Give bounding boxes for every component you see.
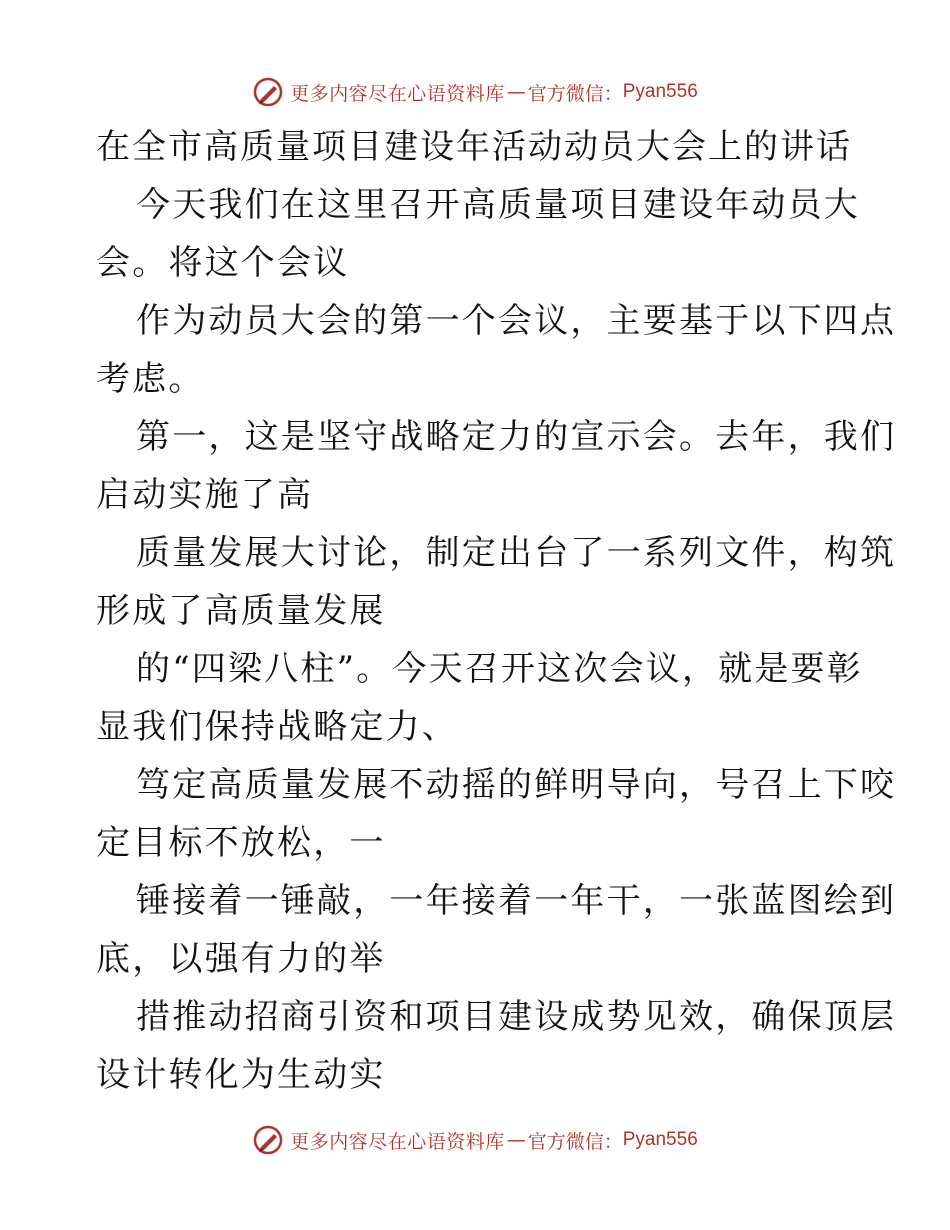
header-watermark [0, 72, 950, 112]
footer-watermark [0, 1120, 950, 1160]
text-line: 考虑。 [96, 359, 205, 399]
text-line: 会。将这个会议 [96, 243, 350, 283]
text-line: 第一，这是坚守战略定力的宣示会。去年，我们 [136, 417, 897, 457]
document-title: 在全市高质量项目建设年活动动员大会上的讲话 [96, 127, 852, 167]
document-body [96, 118, 897, 1104]
header-wechat-label: 官方微信： [527, 82, 623, 105]
header-brand-text: 更多内容尽在心语资料库 [290, 82, 505, 105]
text-line: 今天我们在这里召开高质量项目建设年动员大 [136, 185, 860, 225]
text-line: 启动实施了高 [96, 475, 314, 515]
pen-logo-icon [252, 1124, 284, 1156]
text-line: 作为动员大会的第一个会议，主要基于以下四点 [136, 301, 897, 341]
footer-wechat-label: 官方微信： [527, 1130, 623, 1153]
footer-wechat-id: Pyan556 [622, 1129, 698, 1150]
header-wechat-id: Pyan556 [622, 81, 698, 102]
text-line: 形成了高质量发展 [96, 591, 386, 631]
footer-brand-text: 更多内容尽在心语资料库 [290, 1130, 505, 1153]
text-line: 显我们保持战略定力、 [96, 707, 458, 747]
pen-logo-icon [252, 76, 284, 108]
text-line: 的“四梁八柱”。今天召开这次会议，就是要彰 [136, 649, 863, 689]
text-line: 质量发展大讨论，制定出台了一系列文件，构筑 [136, 533, 897, 573]
text-line: 锤接着一锤敲，一年接着一年干，一张蓝图绘到 [136, 881, 897, 921]
text-line: 措推动招商引资和项目建设成势见效，确保顶层 [136, 997, 897, 1037]
text-line: 定目标不放松，一 [96, 823, 386, 863]
text-line: 设计转化为生动实 [96, 1055, 386, 1095]
footer-separator: — [506, 1129, 526, 1151]
header-separator: — [506, 81, 526, 103]
text-line: 底，以强有力的举 [96, 939, 386, 979]
text-line: 笃定高质量发展不动摇的鲜明导向，号召上下咬 [136, 765, 897, 805]
